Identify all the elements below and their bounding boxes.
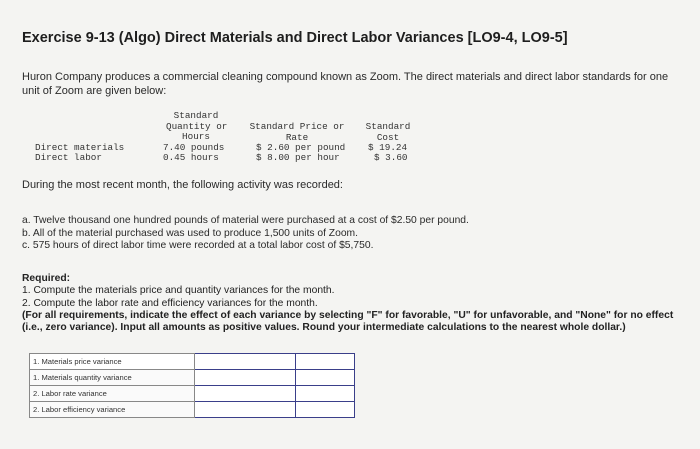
answer-table	[29, 353, 355, 418]
labor-rate-variance-amount-input[interactable]	[195, 386, 296, 402]
row-label-materials: Direct materials	[35, 142, 125, 153]
labor-rate-variance-effect-select[interactable]	[296, 386, 355, 402]
required-heading: Required:	[22, 273, 71, 284]
price-column-header: Standard Price or Rate	[249, 121, 345, 143]
row-label: 1. Materials price variance	[30, 354, 195, 370]
cost-column-header: Standard Cost	[365, 121, 411, 143]
required-section	[22, 273, 692, 334]
materials-price-variance-effect-select[interactable]	[296, 354, 355, 370]
exercise-title: Exercise 9-13 (Algo) Direct Materials and Direct Labor Variances [LO9-4, LO9-5]	[22, 30, 568, 46]
labor-quantity: 0.45 hours	[163, 152, 219, 163]
materials-price-variance-amount-input[interactable]	[195, 354, 296, 370]
labor-cost: $ 3.60	[374, 152, 408, 163]
intro-paragraph: Huron Company produces a commercial cleaning compound known as Zoom. The direct materials and direct labor standards for one unit of Zoom are given below:	[22, 71, 669, 97]
activity-item: c. 575 hours of direct labor time were recorded at a total labor cost of $5,750.	[22, 240, 374, 251]
activity-item: b. All of the material purchased was used to produce 1,500 units of Zoom.	[22, 227, 358, 239]
labor-price: $ 8.00 per hour	[256, 152, 340, 163]
materials-quantity: 7.40 pounds	[163, 142, 225, 153]
row-label: 2. Labor efficiency variance	[30, 402, 195, 418]
table-row	[30, 370, 355, 386]
table-row	[30, 386, 355, 402]
labor-efficiency-variance-effect-select[interactable]	[296, 402, 355, 418]
required-item-2: 2. Compute the labor rate and efficiency variances for the month.	[22, 297, 318, 309]
activity-list	[22, 215, 469, 253]
activity-heading: During the most recent month, the following activity was recorded:	[22, 179, 343, 191]
table-row	[30, 354, 355, 370]
required-instructions: (For all requirements, indicate the effect of each variance by selecting "F" for favorable, "U" for unfavorable, and "None" for no effect (i.e., zero variance). Input all amounts as positive values. Round your intermediate calculations to the nearest whole dollar.)	[22, 309, 674, 334]
required-item-1: 1. Compute the materials price and quantity variances for the month.	[22, 285, 335, 297]
activity-item: a. Twelve thousand one hundred pounds of material were purchased at a cost of $2.50 per pound.	[22, 215, 469, 226]
row-label-labor: Direct labor	[35, 152, 102, 163]
materials-quantity-variance-effect-select[interactable]	[296, 370, 355, 386]
materials-price: $ 2.60 per pound	[256, 142, 346, 153]
materials-quantity-variance-amount-input[interactable]	[195, 370, 296, 386]
row-label: 1. Materials quantity variance	[30, 370, 195, 386]
materials-cost: $ 19.24	[368, 142, 408, 153]
labor-efficiency-variance-amount-input[interactable]	[195, 402, 296, 418]
row-label: 2. Labor rate variance	[30, 386, 195, 402]
quantity-column-header: Standard Quantity or Hours	[166, 110, 228, 142]
table-row	[30, 402, 355, 418]
